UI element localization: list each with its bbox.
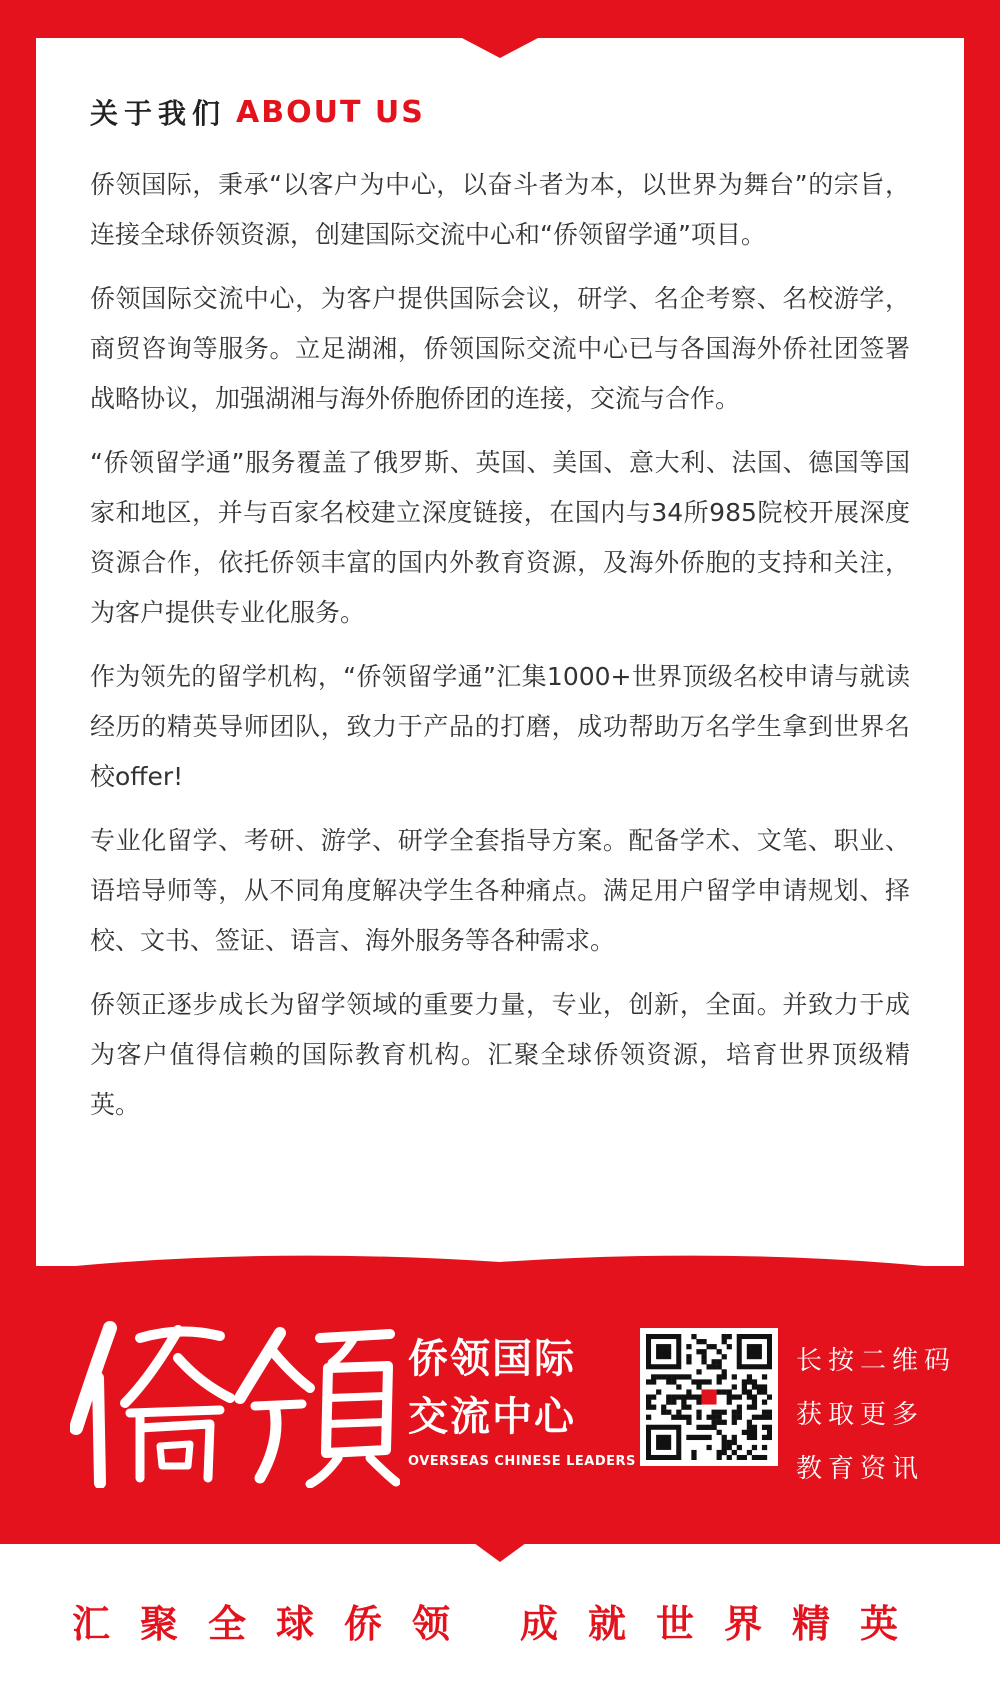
paragraph: “侨领留学通”服务覆盖了俄罗斯、英国、美国、意大利、法国、德国等国家和地区，并与百家名校建立深度链接，在国内与34所985院校开展深度资源合作，依托侨领丰富的国内外教育资源，及海外侨胞的支持和关注，为客户提供专业化服务。 xyxy=(90,448,910,627)
qr-caption-line: 长按二维码 xyxy=(796,1346,957,1376)
qr-caption-line: 获取更多 xyxy=(796,1400,925,1430)
paragraph: 侨领国际交流中心，为客户提供国际会议，研学、名企考察、名校游学，商贸咨询等服务。立足湖湘，侨领国际交流中心已与各国海外侨社团签署战略协议，加强湖湘与海外侨胞侨团的连接，交流与合作。 xyxy=(90,284,910,413)
paragraph: 侨领正逐步成长为留学领域的重要力量，专业，创新，全面。并致力于成为客户值得信赖的国际教育机构。汇聚全球侨领资源，培育世界顶级精英。 xyxy=(90,990,910,1119)
brand-name-en: OVERSEAS CHINESE LEADERS xyxy=(408,1454,636,1469)
qr-caption xyxy=(796,1334,956,1496)
paragraph: 侨领国际，秉承“以客户为中心，以奋斗者为本，以世界为舞台”的宗旨，连接全球侨领资源，创建国际交流中心和“侨领留学通”项目。 xyxy=(90,170,910,249)
brand-name-line1: 侨领国际 xyxy=(408,1336,576,1382)
paragraph: 专业化留学、考研、游学、研学全套指导方案。配备学术、文笔、职业、语培导师等，从不同角度解决学生各种痛点。满足用户留学申请规划、择校、文书、签证、语言、海外服务等各种需求。 xyxy=(90,826,910,955)
qr-code-icon xyxy=(646,1334,772,1460)
heading-zh: 关于我们 xyxy=(90,97,227,130)
qr-caption-line: 教育资讯 xyxy=(796,1454,925,1484)
footer-arc-decoration xyxy=(36,1246,964,1286)
paragraph: 作为领先的留学机构，“侨领留学通”汇集1000+世界顶级名校申请与就读经历的精英导师团队，致力于产品的打磨，成功帮助万名学生拿到世界名校offer! xyxy=(90,662,910,791)
card-notch-decoration xyxy=(462,28,538,58)
about-body xyxy=(90,160,910,1144)
slogan xyxy=(0,1585,1000,1655)
qr-code[interactable] xyxy=(640,1328,778,1466)
calligraphy-logo xyxy=(70,1318,400,1488)
slogan-part1: 汇聚全球侨领 xyxy=(71,1601,480,1646)
brand-name xyxy=(408,1330,636,1469)
heading-en: ABOUT US xyxy=(236,94,425,130)
slogan-part2: 成就世界精英 xyxy=(520,1601,929,1646)
slogan-arrow-decoration xyxy=(470,1540,530,1562)
brand-name-line2: 交流中心 xyxy=(408,1394,576,1440)
section-heading xyxy=(90,90,425,134)
